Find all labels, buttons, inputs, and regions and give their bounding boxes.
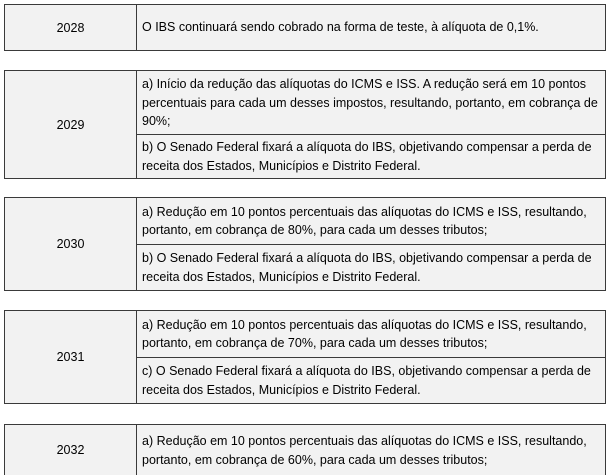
- timeline-row-2032: [4, 424, 606, 475]
- measure-text: b) O Senado Federal fixará a alíquota do IBS, objetivando compensar a perda de receita dos Estados, Municípios e Distrito Federal.: [137, 134, 605, 178]
- measures-list: [137, 311, 605, 403]
- timeline-row-2028: [4, 4, 606, 51]
- timeline-row-2030: [4, 197, 606, 291]
- year-label: 2028: [5, 5, 137, 50]
- year-label: 2030: [5, 198, 137, 290]
- measures-list: [137, 198, 605, 290]
- timeline-row-2031: [4, 310, 606, 404]
- year-label: 2031: [5, 311, 137, 403]
- measures-list: [137, 5, 605, 50]
- timeline-row-2029: [4, 70, 606, 179]
- measure-text: a) Redução em 10 pontos percentuais das alíquotas do ICMS e ISS, resultando, portanto, em cobrança de 60%, para cada um desses tributos;: [142, 434, 587, 467]
- year-label: 2029: [5, 71, 137, 178]
- year-label: 2032: [5, 425, 137, 475]
- measure-text: a) Redução em 10 pontos percentuais das alíquotas do ICMS e ISS, resultando, portanto, em cobrança de 80%, para cada um desses tributos;: [142, 204, 587, 238]
- measure-text: a) Redução em 10 pontos percentuais das alíquotas do ICMS e ISS, resultando, portanto, em cobrança de 70%, para cada um desses tributos;: [142, 317, 587, 351]
- measures-list: [137, 425, 605, 475]
- measure-text: c) O Senado Federal fixará a alíquota do IBS, objetivando compensar a perda de receita dos Estados, Municípios e Distrito Federal.: [137, 357, 605, 404]
- measures-list: [137, 71, 605, 178]
- measure-text: O IBS continuará sendo cobrado na forma de teste, à alíquota de 0,1%.: [142, 20, 539, 35]
- measure-text: a) Início da redução das alíquotas do ICMS e ISS. A redução será em 10 pontos percentuais para cada um desses impostos, resultando, portanto, em cobrança de 90%;: [142, 77, 598, 129]
- measure-text: b) O Senado Federal fixará a alíquota do IBS, objetivando compensar a perda de receita dos Estados, Municípios e Distrito Federal.: [137, 244, 605, 291]
